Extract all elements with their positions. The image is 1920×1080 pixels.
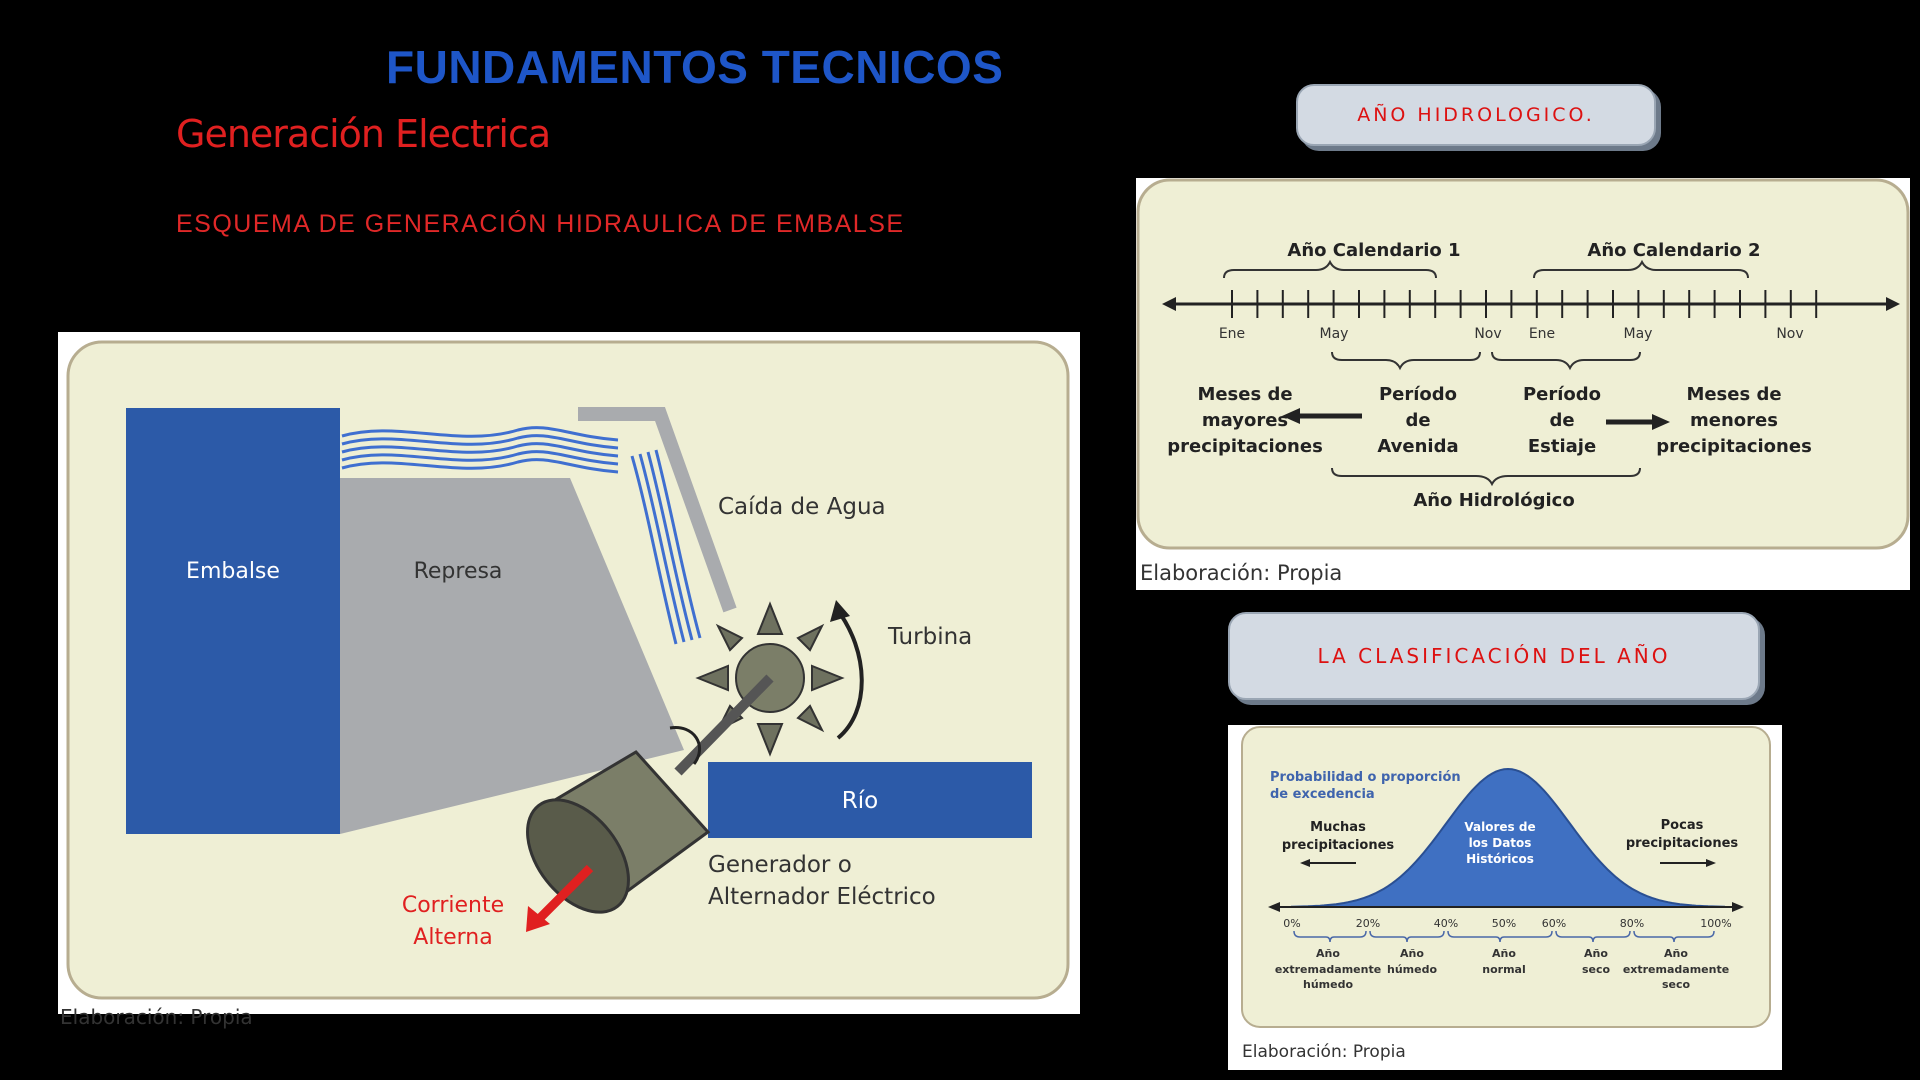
month-ene-2: Ene xyxy=(1528,326,1556,342)
generador-label: Generador o xyxy=(708,852,852,878)
estiaje-label-3: Estiaje xyxy=(1527,436,1597,457)
classification-diagram xyxy=(1228,725,1782,1070)
avenida-label-2: de xyxy=(1405,410,1431,431)
represa-label: Represa xyxy=(413,559,503,584)
alterna-label: Alterna xyxy=(413,925,493,950)
corriente-label: Corriente xyxy=(401,893,505,918)
class-1-b: extremadamente xyxy=(1274,963,1382,976)
section-subtitle: Generación Electrica xyxy=(176,112,551,156)
estiaje-label-2: de xyxy=(1549,410,1575,431)
caida-label: Caída de Agua xyxy=(718,494,886,520)
page-title: FUNDAMENTOS TECNICOS xyxy=(386,41,1004,93)
percent-tick-label: 100% xyxy=(1700,917,1732,930)
classification-label: LA CLASIFICACIÓN DEL AÑO xyxy=(1228,612,1760,700)
class-3-b: normal xyxy=(1482,963,1526,976)
muchas-label-1: Muchas xyxy=(1310,820,1366,835)
month-ene-1: Ene xyxy=(1218,326,1246,342)
class-1-c: húmedo xyxy=(1302,978,1354,991)
avenida-label-3: Avenida xyxy=(1377,436,1459,457)
pocas-label-2: precipitaciones xyxy=(1625,836,1739,851)
scheme-credit: Elaboración: Propia xyxy=(60,1005,253,1029)
avenida-label-1: Período xyxy=(1378,384,1458,405)
month-nov-1: Nov xyxy=(1474,326,1502,342)
embalse-label: Embalse xyxy=(186,559,280,584)
month-may-1: May xyxy=(1319,326,1349,342)
muchas-label-2: precipitaciones xyxy=(1281,838,1395,853)
calendar-year-1: Año Calendario 1 xyxy=(1287,240,1461,261)
class-5-b: extremadamente xyxy=(1622,963,1730,976)
class-1-a: Año xyxy=(1316,947,1340,960)
scheme-heading: ESQUEMA DE GENERACIÓN HIDRAULICA DE EMBALSE xyxy=(176,210,905,238)
estiaje-label-1: Período xyxy=(1522,384,1602,405)
hydro-year-label-bottom: Año Hidrológico xyxy=(1413,490,1575,511)
hydro-scheme-diagram xyxy=(58,332,1080,1029)
valores-label-2: los Datos xyxy=(1468,836,1532,850)
class-4-b: seco xyxy=(1581,963,1611,976)
probability-title-2: de excedencia xyxy=(1270,787,1375,802)
reservoir-block xyxy=(126,408,340,834)
valores-label-1: Valores de xyxy=(1464,820,1536,834)
month-nov-2: Nov xyxy=(1776,326,1804,342)
probability-title-1: Probabilidad o proporción xyxy=(1270,770,1461,785)
hydro-credit: Elaboración: Propia xyxy=(1140,561,1343,585)
percent-tick-label: 0% xyxy=(1283,917,1301,930)
right-label-2: menores xyxy=(1690,410,1778,431)
percent-tick-label: 40% xyxy=(1433,917,1459,930)
pocas-label-1: Pocas xyxy=(1660,818,1704,833)
class-3-a: Año xyxy=(1492,947,1516,960)
classification-credit: Elaboración: Propia xyxy=(1242,1042,1406,1062)
month-may-2: May xyxy=(1623,326,1653,342)
class-2-a: Año xyxy=(1400,947,1424,960)
class-4-a: Año xyxy=(1584,947,1608,960)
hydro-year-diagram xyxy=(1136,178,1910,590)
rio-label: Río xyxy=(841,788,879,814)
left-label-1: Meses de xyxy=(1197,384,1293,405)
class-5-c: seco xyxy=(1661,978,1691,991)
class-5-a: Año xyxy=(1664,947,1688,960)
turbina-label: Turbina xyxy=(888,624,973,650)
hydro-year-label: AÑO HIDROLOGICO. xyxy=(1296,84,1656,146)
percent-tick-label: 50% xyxy=(1491,917,1517,930)
valores-label-3: Históricos xyxy=(1466,852,1534,866)
calendar-year-2: Año Calendario 2 xyxy=(1587,240,1761,261)
right-label-1: Meses de xyxy=(1686,384,1782,405)
percent-tick-label: 80% xyxy=(1619,917,1645,930)
percent-tick-label: 60% xyxy=(1541,917,1567,930)
left-label-2: mayores xyxy=(1201,410,1289,431)
percent-tick-label: 20% xyxy=(1355,917,1381,930)
class-2-b: húmedo xyxy=(1386,963,1438,976)
alternador-label: Alternador Eléctrico xyxy=(708,884,936,910)
left-label-3: precipitaciones xyxy=(1167,436,1323,457)
right-label-3: precipitaciones xyxy=(1656,436,1812,457)
